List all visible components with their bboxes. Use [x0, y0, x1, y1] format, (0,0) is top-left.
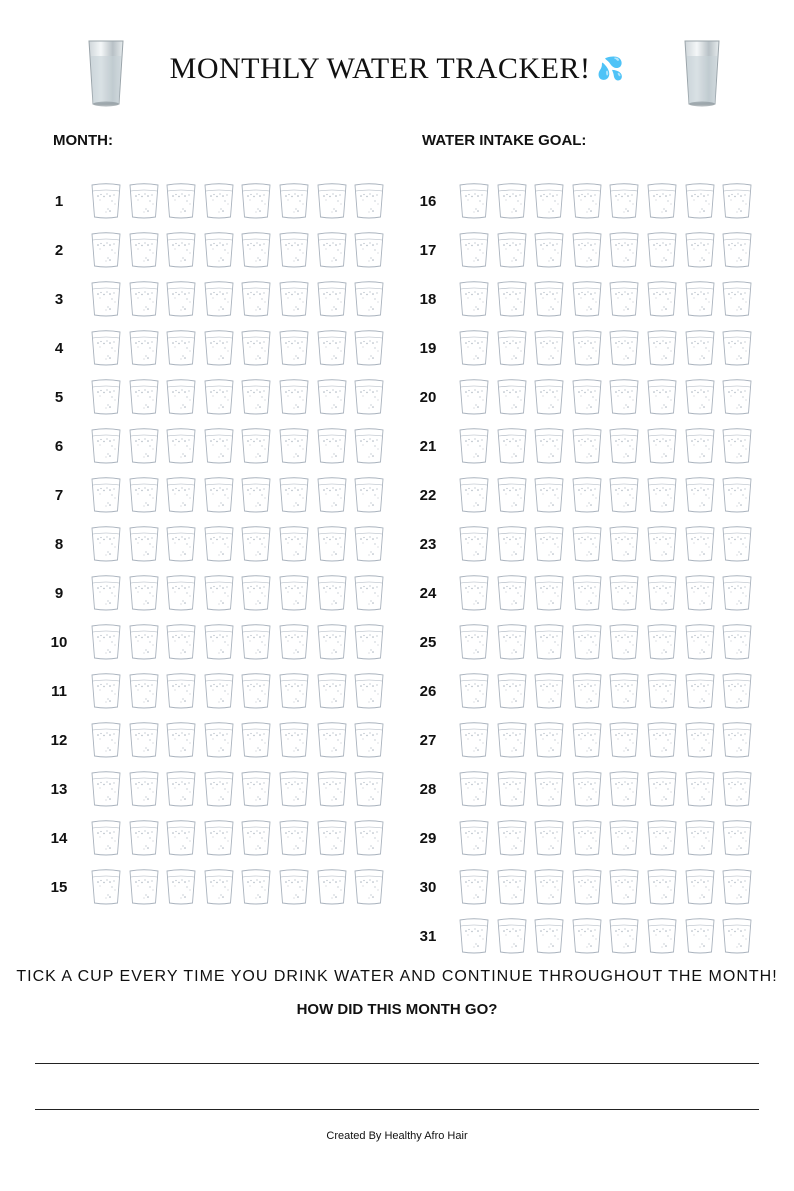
- cup-checkbox-icon[interactable]: [90, 329, 122, 367]
- cup-checkbox-icon[interactable]: [721, 427, 753, 465]
- cup-checkbox-icon[interactable]: [608, 329, 640, 367]
- cup-checkbox-icon[interactable]: [90, 770, 122, 808]
- cup-checkbox-icon[interactable]: [240, 574, 272, 612]
- cup-checkbox-icon[interactable]: [165, 770, 197, 808]
- cup-checkbox-icon[interactable]: [533, 182, 565, 220]
- cup-checkbox-icon[interactable]: [203, 378, 235, 416]
- cup-checkbox-icon[interactable]: [203, 280, 235, 318]
- cup-checkbox-icon[interactable]: [533, 868, 565, 906]
- cup-checkbox-icon[interactable]: [203, 868, 235, 906]
- cup-checkbox-icon[interactable]: [496, 378, 528, 416]
- day-number: 31: [419, 928, 437, 945]
- cup-checkbox-icon[interactable]: [646, 868, 678, 906]
- cup-checkbox-icon[interactable]: [240, 819, 272, 857]
- cup-checkbox-icon[interactable]: [128, 329, 160, 367]
- cup-checkbox-icon[interactable]: [128, 819, 160, 857]
- cup-checkbox-icon[interactable]: [458, 819, 490, 857]
- cup-checkbox-icon[interactable]: [571, 378, 603, 416]
- cup-checkbox-icon[interactable]: [608, 525, 640, 563]
- cup-checkbox-icon[interactable]: [353, 182, 385, 220]
- cup-checkbox-icon[interactable]: [240, 623, 272, 661]
- cup-checkbox-icon[interactable]: [571, 574, 603, 612]
- water-drops-icon: 💦: [596, 57, 625, 82]
- cup-checkbox-icon[interactable]: [458, 427, 490, 465]
- cup-checkbox-icon[interactable]: [496, 427, 528, 465]
- cup-checkbox-icon[interactable]: [353, 868, 385, 906]
- cup-checkbox-icon[interactable]: [646, 574, 678, 612]
- cup-checkbox-icon[interactable]: [278, 721, 310, 759]
- cup-checkbox-icon[interactable]: [90, 427, 122, 465]
- cup-checkbox-icon[interactable]: [278, 525, 310, 563]
- cup-checkbox-icon[interactable]: [165, 525, 197, 563]
- cup-checkbox-icon[interactable]: [90, 574, 122, 612]
- cup-checkbox-icon[interactable]: [458, 770, 490, 808]
- cup-checkbox-icon[interactable]: [240, 525, 272, 563]
- cup-checkbox-icon[interactable]: [165, 280, 197, 318]
- cup-checkbox-icon[interactable]: [353, 721, 385, 759]
- instruction-text: TICK A CUP EVERY TIME YOU DRINK WATER AND CONTINUE THROUGHOUT THE MONTH!: [16, 968, 778, 985]
- cup-checkbox-icon[interactable]: [278, 574, 310, 612]
- cup-checkbox-icon[interactable]: [128, 623, 160, 661]
- cup-checkbox-icon[interactable]: [608, 280, 640, 318]
- cup-checkbox-icon[interactable]: [608, 182, 640, 220]
- day-number: 21: [419, 438, 437, 455]
- cup-checkbox-icon[interactable]: [278, 770, 310, 808]
- cup-checkbox-icon[interactable]: [203, 329, 235, 367]
- cup-checkbox-icon[interactable]: [316, 329, 348, 367]
- cup-checkbox-icon[interactable]: [128, 525, 160, 563]
- cup-checkbox-icon[interactable]: [571, 868, 603, 906]
- day-number: 16: [419, 193, 437, 210]
- day-number: 15: [50, 879, 68, 896]
- cup-checkbox-icon[interactable]: [608, 770, 640, 808]
- cup-checkbox-icon[interactable]: [165, 329, 197, 367]
- cup-checkbox-icon[interactable]: [533, 525, 565, 563]
- cup-checkbox-icon[interactable]: [496, 231, 528, 269]
- cup-checkbox-icon[interactable]: [458, 231, 490, 269]
- cup-checkbox-icon[interactable]: [646, 623, 678, 661]
- cup-checkbox-icon[interactable]: [721, 868, 753, 906]
- cup-checkbox-icon[interactable]: [203, 476, 235, 514]
- cup-checkbox-icon[interactable]: [316, 574, 348, 612]
- cup-checkbox-icon[interactable]: [721, 574, 753, 612]
- cup-checkbox-icon[interactable]: [353, 476, 385, 514]
- cup-checkbox-icon[interactable]: [240, 427, 272, 465]
- cup-checkbox-icon[interactable]: [458, 721, 490, 759]
- cup-checkbox-icon[interactable]: [316, 819, 348, 857]
- water-glass-icon: [86, 38, 126, 108]
- cup-checkbox-icon[interactable]: [165, 672, 197, 710]
- cup-checkbox-icon[interactable]: [496, 672, 528, 710]
- cup-checkbox-icon[interactable]: [646, 329, 678, 367]
- cup-checkbox-icon[interactable]: [496, 721, 528, 759]
- cup-checkbox-icon[interactable]: [128, 476, 160, 514]
- cup-checkbox-icon[interactable]: [458, 378, 490, 416]
- cup-checkbox-icon[interactable]: [240, 770, 272, 808]
- cup-checkbox-icon[interactable]: [646, 182, 678, 220]
- day-number: 1: [54, 193, 64, 210]
- cup-checkbox-icon[interactable]: [533, 819, 565, 857]
- cup-checkbox-icon[interactable]: [458, 574, 490, 612]
- cup-checkbox-icon[interactable]: [496, 819, 528, 857]
- cup-checkbox-icon[interactable]: [90, 819, 122, 857]
- cup-checkbox-icon[interactable]: [353, 819, 385, 857]
- cup-checkbox-icon[interactable]: [90, 476, 122, 514]
- day-number: 9: [54, 585, 64, 602]
- day-number: 29: [419, 830, 437, 847]
- cup-checkbox-icon[interactable]: [608, 476, 640, 514]
- cup-checkbox-icon[interactable]: [646, 476, 678, 514]
- cup-checkbox-icon[interactable]: [165, 819, 197, 857]
- cup-checkbox-icon[interactable]: [278, 476, 310, 514]
- cup-checkbox-icon[interactable]: [608, 819, 640, 857]
- cup-checkbox-icon[interactable]: [240, 672, 272, 710]
- cup-checkbox-icon[interactable]: [316, 672, 348, 710]
- cup-checkbox-icon[interactable]: [571, 427, 603, 465]
- cup-checkbox-icon[interactable]: [240, 476, 272, 514]
- cup-checkbox-icon[interactable]: [316, 427, 348, 465]
- cup-checkbox-icon[interactable]: [240, 231, 272, 269]
- cup-checkbox-icon[interactable]: [278, 378, 310, 416]
- credit-text: Created By Healthy Afro Hair: [326, 1130, 468, 1142]
- day-number: 18: [419, 291, 437, 308]
- cup-checkbox-icon[interactable]: [496, 770, 528, 808]
- water-intake-goal-label: WATER INTAKE GOAL:: [422, 132, 587, 149]
- cup-checkbox-icon[interactable]: [684, 917, 716, 955]
- cup-checkbox-icon[interactable]: [458, 476, 490, 514]
- cup-checkbox-icon[interactable]: [533, 623, 565, 661]
- cup-checkbox-icon[interactable]: [646, 427, 678, 465]
- cup-checkbox-icon[interactable]: [571, 819, 603, 857]
- cup-checkbox-icon[interactable]: [608, 574, 640, 612]
- cup-checkbox-icon[interactable]: [90, 868, 122, 906]
- cup-checkbox-icon[interactable]: [128, 427, 160, 465]
- cup-checkbox-icon[interactable]: [165, 574, 197, 612]
- month-label: MONTH:: [53, 132, 113, 149]
- cup-checkbox-icon[interactable]: [684, 182, 716, 220]
- cup-checkbox-icon[interactable]: [353, 623, 385, 661]
- cup-checkbox-icon[interactable]: [684, 525, 716, 563]
- cup-checkbox-icon[interactable]: [496, 182, 528, 220]
- cup-checkbox-icon[interactable]: [128, 672, 160, 710]
- cup-checkbox-icon[interactable]: [533, 672, 565, 710]
- cup-checkbox-icon[interactable]: [533, 770, 565, 808]
- day-number: 13: [50, 781, 68, 798]
- cup-checkbox-icon[interactable]: [240, 721, 272, 759]
- cup-checkbox-icon[interactable]: [684, 476, 716, 514]
- cup-checkbox-icon[interactable]: [684, 329, 716, 367]
- cup-checkbox-icon[interactable]: [533, 378, 565, 416]
- cup-checkbox-icon[interactable]: [278, 623, 310, 661]
- cup-checkbox-icon[interactable]: [684, 280, 716, 318]
- cup-checkbox-icon[interactable]: [90, 280, 122, 318]
- cup-checkbox-icon[interactable]: [496, 476, 528, 514]
- cup-checkbox-icon[interactable]: [571, 329, 603, 367]
- cup-checkbox-icon[interactable]: [721, 329, 753, 367]
- cup-checkbox-icon[interactable]: [533, 721, 565, 759]
- cup-checkbox-icon[interactable]: [203, 623, 235, 661]
- day-number: 17: [419, 242, 437, 259]
- cup-checkbox-icon[interactable]: [278, 868, 310, 906]
- cup-checkbox-icon[interactable]: [203, 525, 235, 563]
- cup-checkbox-icon[interactable]: [353, 378, 385, 416]
- cup-checkbox-icon[interactable]: [316, 231, 348, 269]
- cup-checkbox-icon[interactable]: [571, 770, 603, 808]
- cup-checkbox-icon[interactable]: [353, 574, 385, 612]
- day-number: 2: [54, 242, 64, 259]
- cup-checkbox-icon[interactable]: [646, 770, 678, 808]
- cup-checkbox-icon[interactable]: [90, 623, 122, 661]
- cup-checkbox-icon[interactable]: [240, 378, 272, 416]
- cup-checkbox-icon[interactable]: [533, 231, 565, 269]
- cup-checkbox-icon[interactable]: [458, 182, 490, 220]
- cup-checkbox-icon[interactable]: [533, 574, 565, 612]
- cup-checkbox-icon[interactable]: [646, 378, 678, 416]
- day-number: 24: [419, 585, 437, 602]
- cup-checkbox-icon[interactable]: [458, 280, 490, 318]
- cup-checkbox-icon[interactable]: [240, 329, 272, 367]
- writing-line[interactable]: [35, 1109, 759, 1110]
- cup-checkbox-icon[interactable]: [128, 868, 160, 906]
- cup-checkbox-icon[interactable]: [128, 378, 160, 416]
- cup-checkbox-icon[interactable]: [165, 231, 197, 269]
- cup-checkbox-icon[interactable]: [533, 329, 565, 367]
- cup-checkbox-icon[interactable]: [721, 280, 753, 318]
- day-number: 23: [419, 536, 437, 553]
- cup-checkbox-icon[interactable]: [721, 721, 753, 759]
- cup-checkbox-icon[interactable]: [90, 182, 122, 220]
- cup-checkbox-icon[interactable]: [684, 574, 716, 612]
- cup-checkbox-icon[interactable]: [496, 917, 528, 955]
- cup-checkbox-icon[interactable]: [496, 868, 528, 906]
- day-number: 26: [419, 683, 437, 700]
- cup-checkbox-icon[interactable]: [128, 721, 160, 759]
- cup-checkbox-icon[interactable]: [571, 231, 603, 269]
- cup-checkbox-icon[interactable]: [458, 917, 490, 955]
- day-number: 4: [54, 340, 64, 357]
- cup-checkbox-icon[interactable]: [684, 868, 716, 906]
- cup-checkbox-icon[interactable]: [353, 231, 385, 269]
- cup-checkbox-icon[interactable]: [608, 623, 640, 661]
- cup-checkbox-icon[interactable]: [458, 623, 490, 661]
- page-title: MONTHLY WATER TRACKER! 💦: [169, 52, 625, 85]
- cup-checkbox-icon[interactable]: [165, 868, 197, 906]
- cup-checkbox-icon[interactable]: [165, 378, 197, 416]
- cup-checkbox-icon[interactable]: [278, 329, 310, 367]
- cup-checkbox-icon[interactable]: [496, 623, 528, 661]
- cup-checkbox-icon[interactable]: [165, 182, 197, 220]
- cup-checkbox-icon[interactable]: [240, 280, 272, 318]
- cup-checkbox-icon[interactable]: [684, 819, 716, 857]
- day-number: 14: [50, 830, 68, 847]
- cup-checkbox-icon[interactable]: [684, 770, 716, 808]
- day-number: 30: [419, 879, 437, 896]
- cup-checkbox-icon[interactable]: [533, 427, 565, 465]
- cup-checkbox-icon[interactable]: [203, 427, 235, 465]
- writing-line[interactable]: [35, 1063, 759, 1064]
- cup-checkbox-icon[interactable]: [90, 378, 122, 416]
- cup-checkbox-icon[interactable]: [316, 378, 348, 416]
- cup-checkbox-icon[interactable]: [278, 280, 310, 318]
- cup-checkbox-icon[interactable]: [316, 770, 348, 808]
- day-number: 22: [419, 487, 437, 504]
- day-number: 25: [419, 634, 437, 651]
- cup-checkbox-icon[interactable]: [458, 525, 490, 563]
- cup-checkbox-icon[interactable]: [608, 231, 640, 269]
- cup-checkbox-icon[interactable]: [608, 721, 640, 759]
- cup-checkbox-icon[interactable]: [316, 721, 348, 759]
- cup-checkbox-icon[interactable]: [128, 574, 160, 612]
- cup-checkbox-icon[interactable]: [203, 721, 235, 759]
- cup-checkbox-icon[interactable]: [128, 231, 160, 269]
- cup-checkbox-icon[interactable]: [646, 280, 678, 318]
- cup-checkbox-icon[interactable]: [496, 525, 528, 563]
- cup-checkbox-icon[interactable]: [684, 672, 716, 710]
- cup-checkbox-icon[interactable]: [278, 672, 310, 710]
- cup-checkbox-icon[interactable]: [203, 182, 235, 220]
- cup-checkbox-icon[interactable]: [458, 868, 490, 906]
- cup-checkbox-icon[interactable]: [458, 672, 490, 710]
- cup-checkbox-icon[interactable]: [684, 721, 716, 759]
- cup-checkbox-icon[interactable]: [571, 525, 603, 563]
- cup-checkbox-icon[interactable]: [90, 525, 122, 563]
- cup-checkbox-icon[interactable]: [316, 476, 348, 514]
- cup-checkbox-icon[interactable]: [608, 868, 640, 906]
- reflection-question: HOW DID THIS MONTH GO?: [296, 1001, 498, 1018]
- cup-checkbox-icon[interactable]: [278, 231, 310, 269]
- cup-checkbox-icon[interactable]: [646, 721, 678, 759]
- day-number: 3: [54, 291, 64, 308]
- cup-checkbox-icon[interactable]: [278, 427, 310, 465]
- cup-checkbox-icon[interactable]: [608, 917, 640, 955]
- cup-checkbox-icon[interactable]: [721, 623, 753, 661]
- cup-checkbox-icon[interactable]: [316, 182, 348, 220]
- cup-checkbox-icon[interactable]: [721, 231, 753, 269]
- cup-checkbox-icon[interactable]: [316, 623, 348, 661]
- cup-checkbox-icon[interactable]: [684, 231, 716, 269]
- cup-checkbox-icon[interactable]: [90, 721, 122, 759]
- cup-checkbox-icon[interactable]: [684, 378, 716, 416]
- cup-checkbox-icon[interactable]: [90, 672, 122, 710]
- cup-checkbox-icon[interactable]: [721, 819, 753, 857]
- cup-checkbox-icon[interactable]: [571, 623, 603, 661]
- cup-checkbox-icon[interactable]: [128, 182, 160, 220]
- cup-checkbox-icon[interactable]: [721, 525, 753, 563]
- cup-checkbox-icon[interactable]: [571, 917, 603, 955]
- cup-checkbox-icon[interactable]: [646, 231, 678, 269]
- cup-checkbox-icon[interactable]: [278, 182, 310, 220]
- cup-checkbox-icon[interactable]: [721, 476, 753, 514]
- cup-checkbox-icon[interactable]: [646, 672, 678, 710]
- cup-checkbox-icon[interactable]: [128, 280, 160, 318]
- cup-checkbox-icon[interactable]: [571, 280, 603, 318]
- cup-checkbox-icon[interactable]: [353, 770, 385, 808]
- cup-checkbox-icon[interactable]: [458, 329, 490, 367]
- cup-checkbox-icon[interactable]: [203, 574, 235, 612]
- day-number: 7: [54, 487, 64, 504]
- cup-checkbox-icon[interactable]: [721, 917, 753, 955]
- day-number: 27: [419, 732, 437, 749]
- cup-checkbox-icon[interactable]: [353, 427, 385, 465]
- cup-checkbox-icon[interactable]: [646, 917, 678, 955]
- day-number: 28: [419, 781, 437, 798]
- cup-checkbox-icon[interactable]: [240, 868, 272, 906]
- cup-checkbox-icon[interactable]: [496, 329, 528, 367]
- day-number: 11: [51, 683, 67, 700]
- cup-checkbox-icon[interactable]: [533, 476, 565, 514]
- cup-checkbox-icon[interactable]: [165, 623, 197, 661]
- day-number: 12: [50, 732, 68, 749]
- cup-checkbox-icon[interactable]: [646, 819, 678, 857]
- cup-checkbox-icon[interactable]: [721, 770, 753, 808]
- cup-checkbox-icon[interactable]: [646, 525, 678, 563]
- cup-checkbox-icon[interactable]: [203, 770, 235, 808]
- cup-checkbox-icon[interactable]: [353, 525, 385, 563]
- cup-checkbox-icon[interactable]: [571, 672, 603, 710]
- cup-checkbox-icon[interactable]: [608, 427, 640, 465]
- cup-checkbox-icon[interactable]: [684, 427, 716, 465]
- day-number: 8: [54, 536, 64, 553]
- cup-checkbox-icon[interactable]: [608, 378, 640, 416]
- cup-checkbox-icon[interactable]: [353, 280, 385, 318]
- cup-checkbox-icon[interactable]: [571, 182, 603, 220]
- cup-checkbox-icon[interactable]: [533, 917, 565, 955]
- cup-checkbox-icon[interactable]: [496, 574, 528, 612]
- cup-checkbox-icon[interactable]: [571, 721, 603, 759]
- cup-checkbox-icon[interactable]: [353, 329, 385, 367]
- cup-checkbox-icon[interactable]: [240, 182, 272, 220]
- water-glass-icon: [682, 38, 722, 108]
- cup-checkbox-icon[interactable]: [316, 525, 348, 563]
- cup-checkbox-icon[interactable]: [165, 476, 197, 514]
- day-number: 5: [54, 389, 64, 406]
- day-number: 10: [50, 634, 68, 651]
- cup-checkbox-icon[interactable]: [278, 819, 310, 857]
- cup-checkbox-icon[interactable]: [533, 280, 565, 318]
- cup-checkbox-icon[interactable]: [721, 672, 753, 710]
- cup-checkbox-icon[interactable]: [353, 672, 385, 710]
- day-number: 19: [419, 340, 437, 357]
- cup-checkbox-icon[interactable]: [721, 378, 753, 416]
- cup-checkbox-icon[interactable]: [128, 770, 160, 808]
- cup-checkbox-icon[interactable]: [496, 280, 528, 318]
- cup-checkbox-icon[interactable]: [571, 476, 603, 514]
- cup-checkbox-icon[interactable]: [316, 868, 348, 906]
- cup-checkbox-icon[interactable]: [203, 231, 235, 269]
- cup-checkbox-icon[interactable]: [684, 623, 716, 661]
- cup-checkbox-icon[interactable]: [90, 231, 122, 269]
- cup-checkbox-icon[interactable]: [721, 182, 753, 220]
- cup-checkbox-icon[interactable]: [203, 672, 235, 710]
- cup-checkbox-icon[interactable]: [165, 427, 197, 465]
- cup-checkbox-icon[interactable]: [203, 819, 235, 857]
- day-number: 6: [54, 438, 64, 455]
- cup-checkbox-icon[interactable]: [608, 672, 640, 710]
- cup-checkbox-icon[interactable]: [165, 721, 197, 759]
- day-number: 20: [419, 389, 437, 406]
- cup-checkbox-icon[interactable]: [316, 280, 348, 318]
